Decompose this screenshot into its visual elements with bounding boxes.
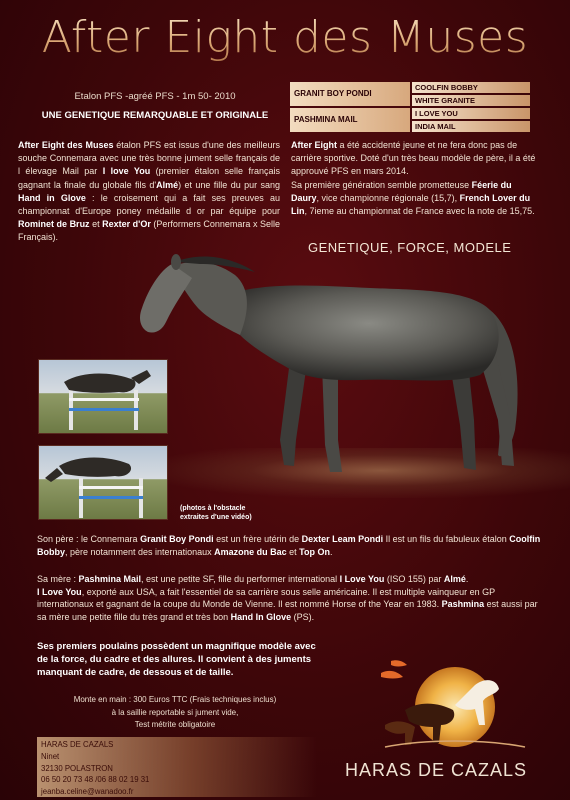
strong-text: After Eight des Muses	[18, 140, 114, 150]
jump-obstacle-icon	[39, 360, 167, 433]
strong-text: French Lover du Lin	[291, 192, 531, 217]
pedigree-dam-dam: INDIA MAIL	[412, 121, 530, 132]
strong-text: I Love You	[339, 574, 385, 584]
photo-caption	[180, 504, 252, 522]
contact-phone[interactable]: 06 50 20 73 48 /06 88 02 19 31	[41, 775, 150, 785]
text: , vice championne régionale (15,7),	[316, 192, 460, 203]
text: , 7ieme au championnat de France avec la note de 15,75.	[304, 206, 535, 217]
strong-text: After Eight	[291, 140, 337, 150]
sire-paragraph	[37, 533, 542, 558]
pricing-line: Test métrite obligatoire	[134, 720, 216, 729]
text: Il est un fils du fabuleux étalon	[383, 534, 510, 544]
text: (Performers Connemara x Selle Français).	[18, 219, 280, 243]
text: est aussi par sa mère une petite fille du très grand et très bon	[37, 599, 538, 622]
text: .	[465, 574, 469, 584]
pedigree-table	[290, 82, 530, 134]
tagline: UNE GENETIQUE REMARQUABLE ET ORIGINALE	[41, 110, 269, 121]
genetique-heading: GENETIQUE, FORCE, MODELE	[308, 240, 512, 255]
contact-address: 32130 POLASTRON	[41, 763, 113, 773]
pricing-line: à la saillie reportable si jument vide,	[111, 707, 239, 717]
pedigree-sire-sire: COOLFIN BOBBY	[412, 82, 530, 93]
logo-text: HARAS DE CAZALS	[345, 760, 528, 780]
text: (PS).	[291, 611, 315, 622]
caption-line: extraites d'une vidéo)	[180, 514, 252, 521]
jump-obstacle-icon	[39, 446, 167, 519]
page-title: After Eight des Muses	[0, 12, 570, 63]
jumping-photo-1	[38, 359, 168, 434]
text: et	[89, 219, 103, 230]
text: ) et une fille du pur sang	[178, 179, 280, 190]
strong-text: Almé	[443, 574, 466, 584]
horse-photo	[130, 250, 540, 490]
text: (ISO 155) par	[384, 574, 444, 584]
strong-text: Hand in Glove	[18, 192, 86, 203]
strong-text: I Love You	[37, 586, 82, 597]
pricing-line: Monte en main : 300 Euros TTC (Frais techniques inclus)	[73, 695, 277, 704]
text: Sa mère :	[37, 574, 79, 584]
horse-silhouette-icon	[130, 250, 540, 490]
strong-text: Pashmina	[441, 599, 485, 609]
pedigree-sire: GRANIT BOY PONDI	[290, 82, 410, 106]
contact-details	[41, 739, 149, 798]
stallion-subtitle: Etalon PFS -agréé PFS - 1m 50- 2010	[74, 91, 236, 102]
strong-text: Coolfin Bobby	[37, 534, 541, 557]
contact-name: HARAS DE CAZALS	[41, 740, 114, 749]
haras-logo	[375, 655, 535, 755]
description-column-1	[18, 139, 280, 245]
contact-email[interactable]: jeanba.celine@wanadoo.fr	[41, 787, 134, 797]
strong-text: Almé	[156, 179, 179, 190]
pedigree-dam: PASHMINA MAIL	[290, 108, 410, 132]
text: , est une petite SF, fille du performer international	[141, 574, 340, 584]
text: Son père : le Connemara	[37, 534, 141, 544]
text: , exporté aux USA, a fait l'essentiel de sa carrière sous selle américaine. Il est multiple vainqueur en GP internationaux et gagnant de la coupe du Monde de Vienne. Il est nommé Horse of the Year en 1983.	[37, 586, 495, 609]
strong-text: Pashmina Mail	[78, 574, 142, 584]
caption-line: (photos à l'obstacle	[180, 505, 246, 512]
text: et	[286, 546, 300, 557]
pedigree-sire-dam: WHITE GRANITE	[412, 95, 530, 106]
strong-text: Granit Boy Pondi	[140, 534, 214, 544]
strong-text: Rominet de Bruz	[18, 219, 90, 230]
text: : le croisement qui a fait ses preuves au championnat d'Europe poney médaille d or par équipe pour	[18, 192, 280, 217]
strong-text: Rexter d'Or	[102, 219, 151, 230]
contact-person: Ninet	[41, 751, 60, 761]
text: , père notamment des internationaux	[65, 546, 215, 557]
conclusion-text: Ses premiers poulains possèdent un magnifique modèle avec de la force, du cadre et des allures. Il convient à des juments manquant de cadre, de dessous et de taille.	[37, 641, 316, 678]
strong-text: I love You	[102, 166, 151, 177]
pedigree-dam-sire: I LOVE YOU	[412, 108, 530, 119]
text: (premier étalon selle français gagnant la finale du globale fils d'	[18, 166, 280, 190]
text: a été accidenté jeune et ne fera donc pas de carrière sportive. Doté d'un très beau modèle de père, il a été approuvé PFS en mars 2014.	[291, 140, 536, 177]
jumping-photo-2	[38, 445, 168, 520]
pricing-info	[40, 694, 310, 732]
strong-text: Féerie du Daury	[291, 179, 512, 203]
strong-text: Top On	[299, 546, 330, 557]
text: étalon PFS est issus d'une des meilleurs souche Connemara avec une très bonne jument selle français de l élevage Mail par	[18, 140, 280, 177]
text: .	[329, 546, 333, 557]
text: est un frère utérin de	[213, 534, 302, 544]
strong-text: Amazone du Bac	[214, 546, 287, 557]
strong-text: Hand In Glove	[230, 611, 292, 622]
contact-box	[37, 737, 317, 797]
strong-text: Dexter Leam Pondi	[301, 534, 384, 544]
description-column-2	[291, 139, 538, 218]
dam-paragraph	[37, 573, 542, 623]
text: Sa première génération semble prometteuse	[291, 179, 472, 190]
